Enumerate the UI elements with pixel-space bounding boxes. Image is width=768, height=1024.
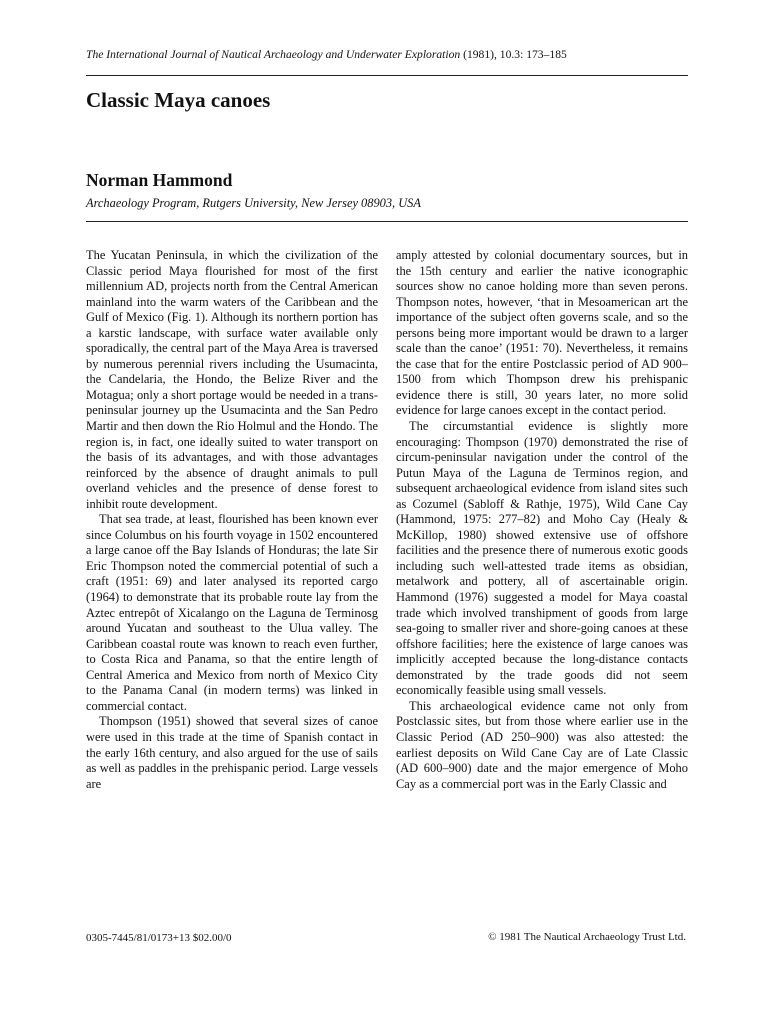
right-column <box>396 248 688 792</box>
header-rule <box>86 75 688 76</box>
paragraph: That sea trade, at least, flourished has been known ever since Columbus on his fourth voyage in 1502 encountered a large canoe off the Bay Islands of Honduras; the late Sir Eric Thompson noted the commercial potential of such a craft (1951: 69) and later analysed its reported cargo (1964) to demonstrate that its probable route lay from the Aztec entrepôt of Xicalango on the Laguna de Terminosg around Yucatan and southeast to the Ulua valley. The Caribbean coastal route was known to reach even further, to Costa Rica and Panama, so that the entire length of Central America and Mexico from north of Mexico City to the Panama Canal (in modern terms) was linked in commercial contact. <box>86 512 378 713</box>
author-affiliation: Archaeology Program, Rutgers University, New Jersey 08903, USA <box>86 196 421 210</box>
journal-citation-line <box>86 48 686 61</box>
journal-citation: (1981), 10.3: 173–185 <box>463 48 567 61</box>
article-author: Norman Hammond <box>86 170 233 190</box>
copyright-notice: © 1981 The Nautical Archaeology Trust Ltd. <box>488 931 686 943</box>
journal-name: The International Journal of Nautical Archaeology and Underwater Exploration <box>86 48 461 61</box>
paragraph: amply attested by colonial documentary sources, but in the 15th century and earlier the native iconographic sources show no canoe holding more than seven perons. Thompson notes, however, ‘that in Mesoamerican art the importance of the subject often governs scale, and so the persons being more important would be drawn to a larger scale than the canoe’ (1951: 70). Nevertheless, it remains the case that for the entire Postclassic period of AD 900–1500 from which Thompson drew his prehispanic evidence there is still, 30 years later, no more solid evidence for large canoes except in the contact period. <box>396 248 688 418</box>
paragraph: This archaeological evidence came not only from Postclassic sites, but from those where earlier use in the Classic Period (AD 250–900) was also attested: the earliest deposits on Wild Cane Cay are of Late Classic (AD 600–900) date and the major emergence of Moho Cay as a commercial port was in the Early Classic and <box>396 698 688 791</box>
article-title: Classic Maya canoes <box>86 88 271 112</box>
left-column <box>86 248 378 792</box>
paragraph: Thompson (1951) showed that several sizes of canoe were used in this trade at the time of Spanish contact in the early 16th century, and also argued for the use of sails as well as paddles in the prehispanic period. Large vessels are <box>86 714 378 791</box>
article-code: 0305-7445/81/0173+13 $02.00/0 <box>86 932 232 944</box>
paragraph: The Yucatan Peninsula, in which the civilization of the Classic period Maya flourished for most of the first millennium AD, projects north from the Central American mainland into the warm waters of the Caribbean and the Gulf of Mexico (Fig. 1). Although its northern portion has a karstic landscape, with surface water available only sporadically, the central part of the Maya Area is traversed by numerous perennial rivers including the Usumacinta, the Candelaria, the Hondo, the Belize River and the Motagua; only a short portage would be needed in a trans-peninsular journey up the Usumacinta and the San Pedro Martir and then down the Rio Holmul and the Hondo. The region is, in fact, one ideally suited to water transport on the basis of its advantages, and with those advantages reinforced by the absence of draught animals to pull overland vehicles and the presence of dense forest to inhibit route development. <box>86 248 378 511</box>
paragraph: The circumstantial evidence is slightly more encouraging: Thompson (1970) demonstrated the rise of circum-peninsular navigation under the control of the Putun Maya of the Laguna de Terminos region, and subsequent archaeological evidence from island sites such as Cozumel (Sabloff & Rathje, 1975), Wild Cane Cay (Hammond, 1975: 277–82) and Moho Cay (Healy & McKillop, 1980) showed extensive use of offshore facilities and the presence there of numerous exotic goods including such well-attested trade items as obsidian, metalwork and pottery, all of ascertainable origin. Hammond (1976) suggested a model for Maya coastal trade which involved transhipment of goods from large sea-going to smaller river and shore-going canoes at these offshore facilities; here the existence of large canoes was implicitly accepted because the long-distance contacts demonstrated by the trade goods did not seem economically feasible using small vessels. <box>396 419 688 698</box>
title-block-rule <box>86 221 688 222</box>
